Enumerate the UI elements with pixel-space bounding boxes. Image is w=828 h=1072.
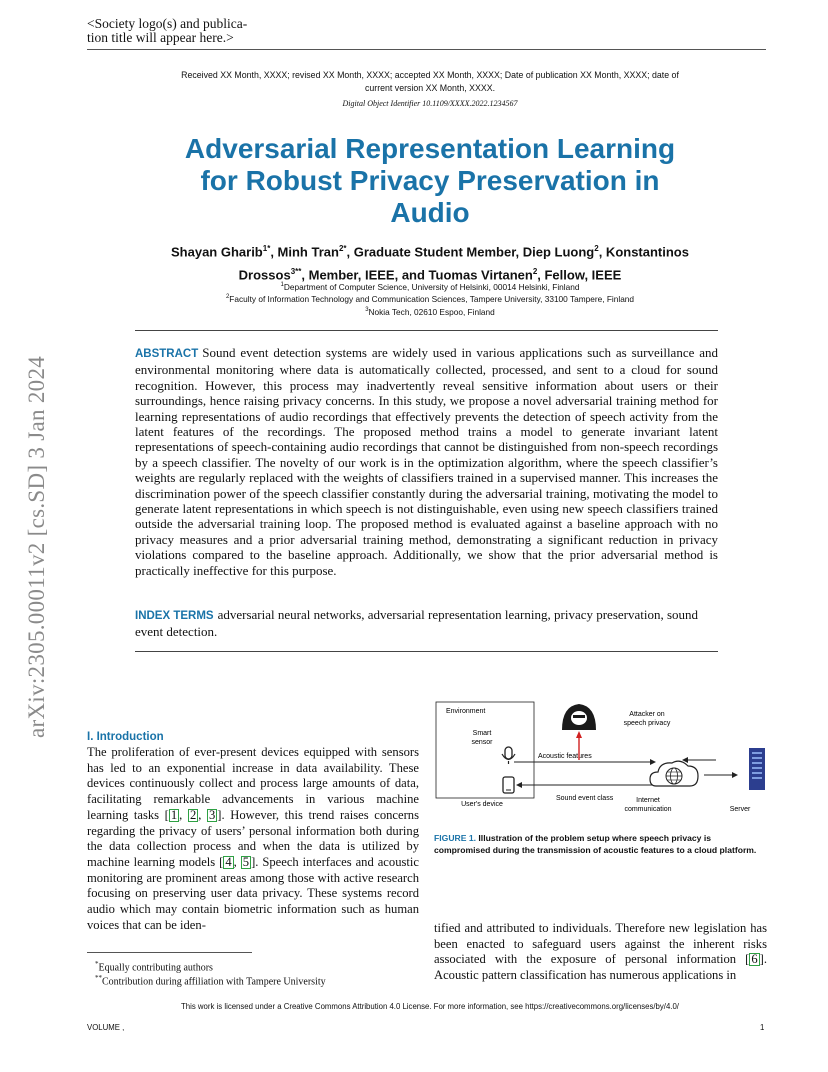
affiliations bbox=[150, 280, 710, 317]
author-6: , Fellow, IEEE bbox=[537, 267, 622, 283]
abstract-label: ABSTRACT bbox=[135, 348, 199, 360]
affiliation-2 bbox=[150, 292, 710, 304]
title-line-3: Audio bbox=[390, 197, 470, 228]
abstract bbox=[135, 345, 718, 578]
figure-1-caption-text: Illustration of the problem setup where speech privacy is compromised during the transmission of acoustic features to a cloud platform. bbox=[434, 833, 757, 855]
index-terms bbox=[135, 607, 718, 640]
figure-1-caption bbox=[434, 833, 768, 856]
society-placeholder bbox=[87, 17, 307, 45]
citation-link[interactable]: 3 bbox=[209, 807, 216, 822]
attacker-label-1: Attacker on bbox=[629, 711, 665, 718]
doi: Digital Object Identifier 10.1109/XXXX.2022.1234567 bbox=[342, 99, 518, 108]
affiliation-2-sup: 2 bbox=[225, 294, 230, 301]
internet-label-2: communication bbox=[624, 806, 672, 813]
affiliation-1-sup: 1 bbox=[280, 282, 284, 288]
author-2: , Minh Tran bbox=[270, 244, 339, 260]
footnote-rule bbox=[87, 952, 252, 953]
affiliation-3-text: Nokia Tech, 02610 Espoo, Finland bbox=[368, 306, 495, 317]
author-5-sup: 2 bbox=[532, 267, 538, 277]
author-5: , Member, IEEE, and Tuomas Virtanen bbox=[301, 267, 533, 283]
smart-label: Smart bbox=[472, 730, 492, 737]
author-4-sup: 3** bbox=[290, 267, 302, 277]
volume-label: VOLUME , bbox=[87, 1023, 125, 1032]
arxiv-stamp: arXiv:2305.00011v2 [cs.SD] 3 Jan 2024 bbox=[24, 355, 49, 738]
author-1: Shayan Gharib bbox=[171, 244, 263, 260]
title-line-2: for Robust Privacy Preservation in bbox=[200, 165, 660, 196]
citation-sep: , bbox=[198, 807, 207, 822]
footnote-2 bbox=[95, 972, 326, 988]
abstract-top-rule bbox=[135, 330, 718, 331]
citation-link[interactable]: 4 bbox=[225, 854, 232, 869]
author-list bbox=[140, 239, 720, 286]
citation-sep: , bbox=[233, 854, 241, 869]
society-line-2: tion title will appear here.> bbox=[87, 30, 234, 45]
abstract-bottom-rule bbox=[135, 651, 718, 652]
microphone-icon bbox=[502, 747, 515, 764]
users-device-label: User's device bbox=[461, 801, 503, 808]
author-2-sup: 2* bbox=[338, 244, 347, 253]
intro-column-2 bbox=[434, 921, 767, 984]
attacker-label-2: speech privacy bbox=[623, 720, 671, 727]
received-dates bbox=[150, 69, 710, 95]
index-terms-label: INDEX TERMS bbox=[135, 610, 214, 622]
affiliation-3-sup: 3 bbox=[365, 306, 369, 313]
figure-1-diagram bbox=[434, 700, 768, 820]
intro-text-5: ]. Acoustic pattern classification has numerous applications in bbox=[434, 952, 767, 983]
license-notice: This work is licensed under a Creative Commons Attribution 4.0 License. For more information, see https://creativecommons.org/licenses/by/4.0/ bbox=[181, 1002, 679, 1011]
phone-icon bbox=[503, 777, 514, 793]
footnote-1-mark: * bbox=[95, 960, 99, 968]
intro-text-2: ]. However, this trend raises concerns regarding the privacy of users’ personal information both during the data collection process and when the data is utilized by machine learning models [ bbox=[87, 807, 420, 869]
environment-label: Environment bbox=[446, 708, 486, 715]
affiliation-1-text: Department of Computer Science, University of Helsinki, 00014 Helsinki, Finland bbox=[283, 281, 580, 292]
citation-link[interactable]: 5 bbox=[242, 854, 250, 869]
intro-text-1: The proliferation of ever-present devices equipped with sensors has led to an exponential increase in data availability. These devices continuously collect and process large amounts of data, facilitating remarkable advancements in various machine learning tasks [ bbox=[87, 745, 419, 822]
author-3: , Graduate Student Member, Diep Luong bbox=[346, 244, 595, 260]
section-heading-introduction: I. Introduction bbox=[87, 731, 164, 743]
page-number: 1 bbox=[760, 1023, 765, 1032]
index-terms-text: adversarial neural networks, adversarial representation learning, privacy preservation, sound event detection. bbox=[135, 607, 699, 640]
server-icon bbox=[749, 748, 765, 790]
figure-1-label: FIGURE 1. bbox=[434, 833, 477, 843]
footnote-2-mark: ** bbox=[95, 974, 102, 982]
footnote-1-text: Equally contributing authors bbox=[98, 962, 213, 974]
affiliation-1 bbox=[150, 280, 710, 292]
paper-title bbox=[140, 133, 720, 229]
acoustic-features-label: Acoustic features bbox=[538, 753, 592, 760]
citation-sep: , bbox=[179, 807, 188, 822]
intro-text-3: ]. Speech interfaces and acoustic monitoring are prominent areas among those with active research focusing on preserving user data privacy. These systems record audio which may contain biometric information such as human voices that can be iden- bbox=[87, 854, 419, 932]
leak-arrow-head bbox=[576, 731, 582, 738]
acoustic-arrow-head bbox=[650, 759, 656, 765]
internet-label-1: Internet bbox=[636, 797, 660, 804]
citation-link[interactable]: 2 bbox=[189, 807, 197, 822]
hacker-icon bbox=[562, 704, 596, 730]
intro-text-4: tified and attributed to individuals. Therefore new legislation has been enacted to safeguard users against the inherent risks associated with the exposure of personal information [ bbox=[434, 921, 767, 967]
author-4: , Konstantinos Drossos bbox=[238, 244, 689, 283]
footnote-2-text: Contribution during affiliation with Tampere University bbox=[102, 976, 326, 988]
server-label: Server bbox=[729, 806, 751, 813]
cloud-globe-icon bbox=[650, 761, 698, 786]
sensor-label: sensor bbox=[471, 739, 493, 746]
author-3-sup: 2 bbox=[594, 244, 599, 253]
title-line-1: Adversarial Representation Learning bbox=[184, 133, 676, 164]
sound-event-label: Sound event class bbox=[556, 795, 614, 802]
received-line-1: Received XX Month, XXXX; revised XX Month, XXXX; accepted XX Month, XXXX; Date of publication XX Month, XXXX; date of bbox=[181, 70, 679, 80]
citation-link[interactable]: 6 bbox=[751, 952, 758, 967]
citation-link[interactable]: 1 bbox=[170, 807, 178, 822]
author-1-sup: 1* bbox=[262, 244, 271, 253]
sound-event-arrow-head bbox=[516, 782, 522, 788]
received-line-2: current version XX Month, XXXX. bbox=[364, 83, 496, 93]
abstract-text: Sound event detection systems are widely used in various applications such as surveillance and environmental monitoring where data is automatically collected, processed, and sent to a cloud for sound recognition. However, this process may inadvertently reveal sensitive information about users or their surroundings, hence raising privacy concerns. In this study, we propose a novel adversarial training method for learning representations of audio recordings that effectively prevents the detection of speech activity from the latent features of the recordings. The proposed method trains a model to generate invariant latent representations of speech-containing audio recordings that cannot be distinguished from non-speech recordings by a speech classifier. The novelty of our work is in the optimization algorithm, where the speech classifier’s weights are regularly replaced with the weights of classifiers trained in a supervised manner. This increases the discrimination power of the speech classifier constantly during the adversarial training, motivating the model to generate latent representations in which speech is not distinguishable, even using new speech classifiers trained outside the adversarial training loop. The proposed method is evaluated against a baseline approach with no privacy measures and a prior adversarial training method, demonstrating a significant reduction in privacy violations compared to the baseline approach. Additionally, we show that the prior adversarial method is practically ineffective for this purpose. bbox=[135, 345, 718, 578]
header-rule bbox=[87, 49, 766, 50]
society-line-1: <Society logo(s) and publica- bbox=[87, 16, 248, 31]
intro-column-1 bbox=[87, 745, 419, 933]
affiliation-3 bbox=[150, 305, 710, 317]
affiliation-2-text: Faculty of Information Technology and Communication Sciences, Tampere University, 33100 Tampere, Finland bbox=[229, 294, 635, 305]
server-arrow-head bbox=[732, 772, 738, 778]
